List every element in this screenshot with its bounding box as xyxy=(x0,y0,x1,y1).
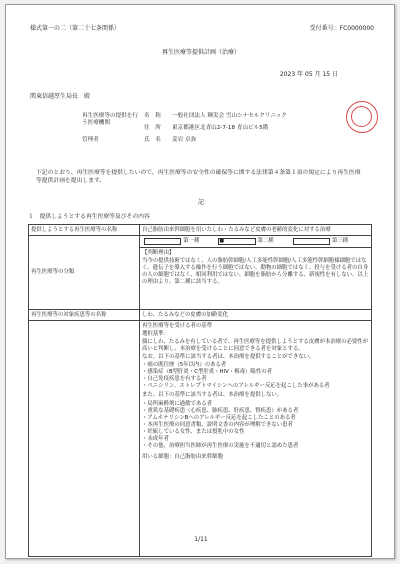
criteria-sub: 選択基準： xyxy=(142,330,169,337)
list-item: ・妊娠している女性、または授乳中の女性 xyxy=(142,428,245,435)
list-item: ・感染症（B型肝炎・C型肝炎・HIV・梅毒）陽性の者 xyxy=(142,369,272,376)
checkbox-icon xyxy=(293,238,330,245)
document-page xyxy=(20,15,382,549)
category-label: 第二種 xyxy=(257,238,274,245)
table-row xyxy=(29,236,372,248)
criteria-content xyxy=(140,321,372,557)
list-item: ・アムホテリシンBへのアレルギー反応を起こしたことのある者 xyxy=(142,414,296,421)
applicant-field-value: 一般社団法人 輝実会 雪山シナセルクリニック xyxy=(172,113,287,119)
treatment-name-label: 提供しようとする再生医療等の名称 xyxy=(29,225,140,236)
list-item: ・重篤な基礎疾患（心疾患、肺疾患、肝疾患、腎疾患）がある者 xyxy=(142,407,299,414)
target-disease-value: しわ、たるみなどの皮膚の加齢変化 xyxy=(140,310,372,321)
document-title: 再生医療等提供計画（治療） xyxy=(161,49,240,56)
checkbox-icon xyxy=(144,238,181,245)
applicant-row xyxy=(82,113,352,125)
criteria-heading: 再生医療等を受ける者の基準 xyxy=(142,322,213,329)
section-1-heading: １ 提供しようとする再生医療等及びその内容 xyxy=(28,214,150,220)
list-item: ・ペニシリン、ストレプトマイシンへのアレルギー反応を起こした事がある者 xyxy=(142,383,330,390)
category-option xyxy=(144,238,218,245)
list-item: ・未成年者 xyxy=(142,435,169,442)
applicant-block xyxy=(82,113,352,149)
list-item: ・局所麻酔剤に過敏である者 xyxy=(142,400,213,407)
list-item: ・その他、治療担当医師が再生医療の実施を不適切と認めた患者 xyxy=(142,442,299,449)
plan-table xyxy=(28,224,372,557)
ki-heading: 記 xyxy=(197,199,204,206)
classification-label: 再生医療等の分類 xyxy=(29,236,140,310)
category-option xyxy=(293,238,367,245)
criteria-para-1: 顔にしわ、たるみを有している者で、再生医療等を提供しようとする皮膚が本治療の必要性が高いと判断し、本治療を受けることに同意できる者を対象とする。 xyxy=(142,338,369,352)
category-label: 第三種 xyxy=(331,238,349,245)
applicant-field-value: 東京都港区北青山2-7-18 青山ビル5階 xyxy=(172,125,269,131)
applicant-field-value: 姜岩 卓弥 xyxy=(172,137,197,143)
list-item: ・自己免疫疾患を有する者 xyxy=(142,376,207,383)
addressee: 関東信越厚生局長 殿 xyxy=(30,93,91,100)
criteria-para-3: また、以下の基準に該当する者は、本治療を提供しない。 xyxy=(142,392,283,399)
document-frame xyxy=(5,4,395,559)
criteria-para-2: なお、以下の基準に該当する者は、本治療を提供することができない。 xyxy=(142,354,315,361)
category-option xyxy=(218,238,292,245)
applicant-row xyxy=(82,125,352,137)
target-disease-label: 再生医療等の対象疾患等の名称 xyxy=(29,310,140,321)
applicant-field-label: 名 称 xyxy=(144,113,161,119)
classification-options xyxy=(140,236,372,248)
applicant-field-label: 氏 名 xyxy=(144,137,161,143)
table-row xyxy=(29,310,372,321)
treatment-name-value: 自己脂肪由来幹細胞を用いたしわ・たるみなど皮膚の老齢的変化に対する治療 xyxy=(140,225,372,236)
receipt-number: 受付番号：FC0000000 xyxy=(309,25,374,32)
checkbox-icon: ■ xyxy=(218,238,255,245)
table-row xyxy=(29,225,372,236)
reason-text: 当今の提供技術ではなく、人の脂肪幹細胞/人工多能性幹細胞/人工多能性幹細胞様細胞ではなく、遺伝子を導入する操作を行う細胞ではない。動物の細胞ではなく、投与を受ける者の自身の人の細胞ではなく、相同利用ではない。細胞を脂肪から分離する、新規性を有しない。以上の理由より、第二種に該当する。 xyxy=(142,257,369,285)
page-number: 1/11 xyxy=(194,536,208,543)
provider-label: 再生医療等の提供を行う医療機関 xyxy=(82,113,138,127)
admin-label: 管理者 xyxy=(82,137,99,143)
list-item: ・癌の既往歴（5年以内）のある者 xyxy=(142,362,227,369)
criteria-label xyxy=(29,321,140,557)
submission-date: 2023 年 05 月 15 日 xyxy=(279,71,338,78)
applicant-field-label: 住 所 xyxy=(144,125,161,131)
form-id: 様式第一の二（第二十七条関係） xyxy=(30,25,121,32)
classification-reason xyxy=(140,248,372,310)
table-row xyxy=(29,321,372,557)
list-item: ・本再生医療の同意書類、説明文書の内容が理解できない患者 xyxy=(142,421,293,428)
category-label: 第一種 xyxy=(183,238,200,245)
cells-used: 用いる細胞：自己脂肪由来幹細胞 xyxy=(142,453,223,460)
applicant-row xyxy=(82,137,352,149)
intro-paragraph: 下記のとおり、再生医療等を提供したいので、再生医療等の安全性の確保等に関する法律第４条第１項の規定により再生医療等提供計画を提出します。 xyxy=(36,170,361,184)
reason-title: 【判断理由】 xyxy=(142,249,175,256)
